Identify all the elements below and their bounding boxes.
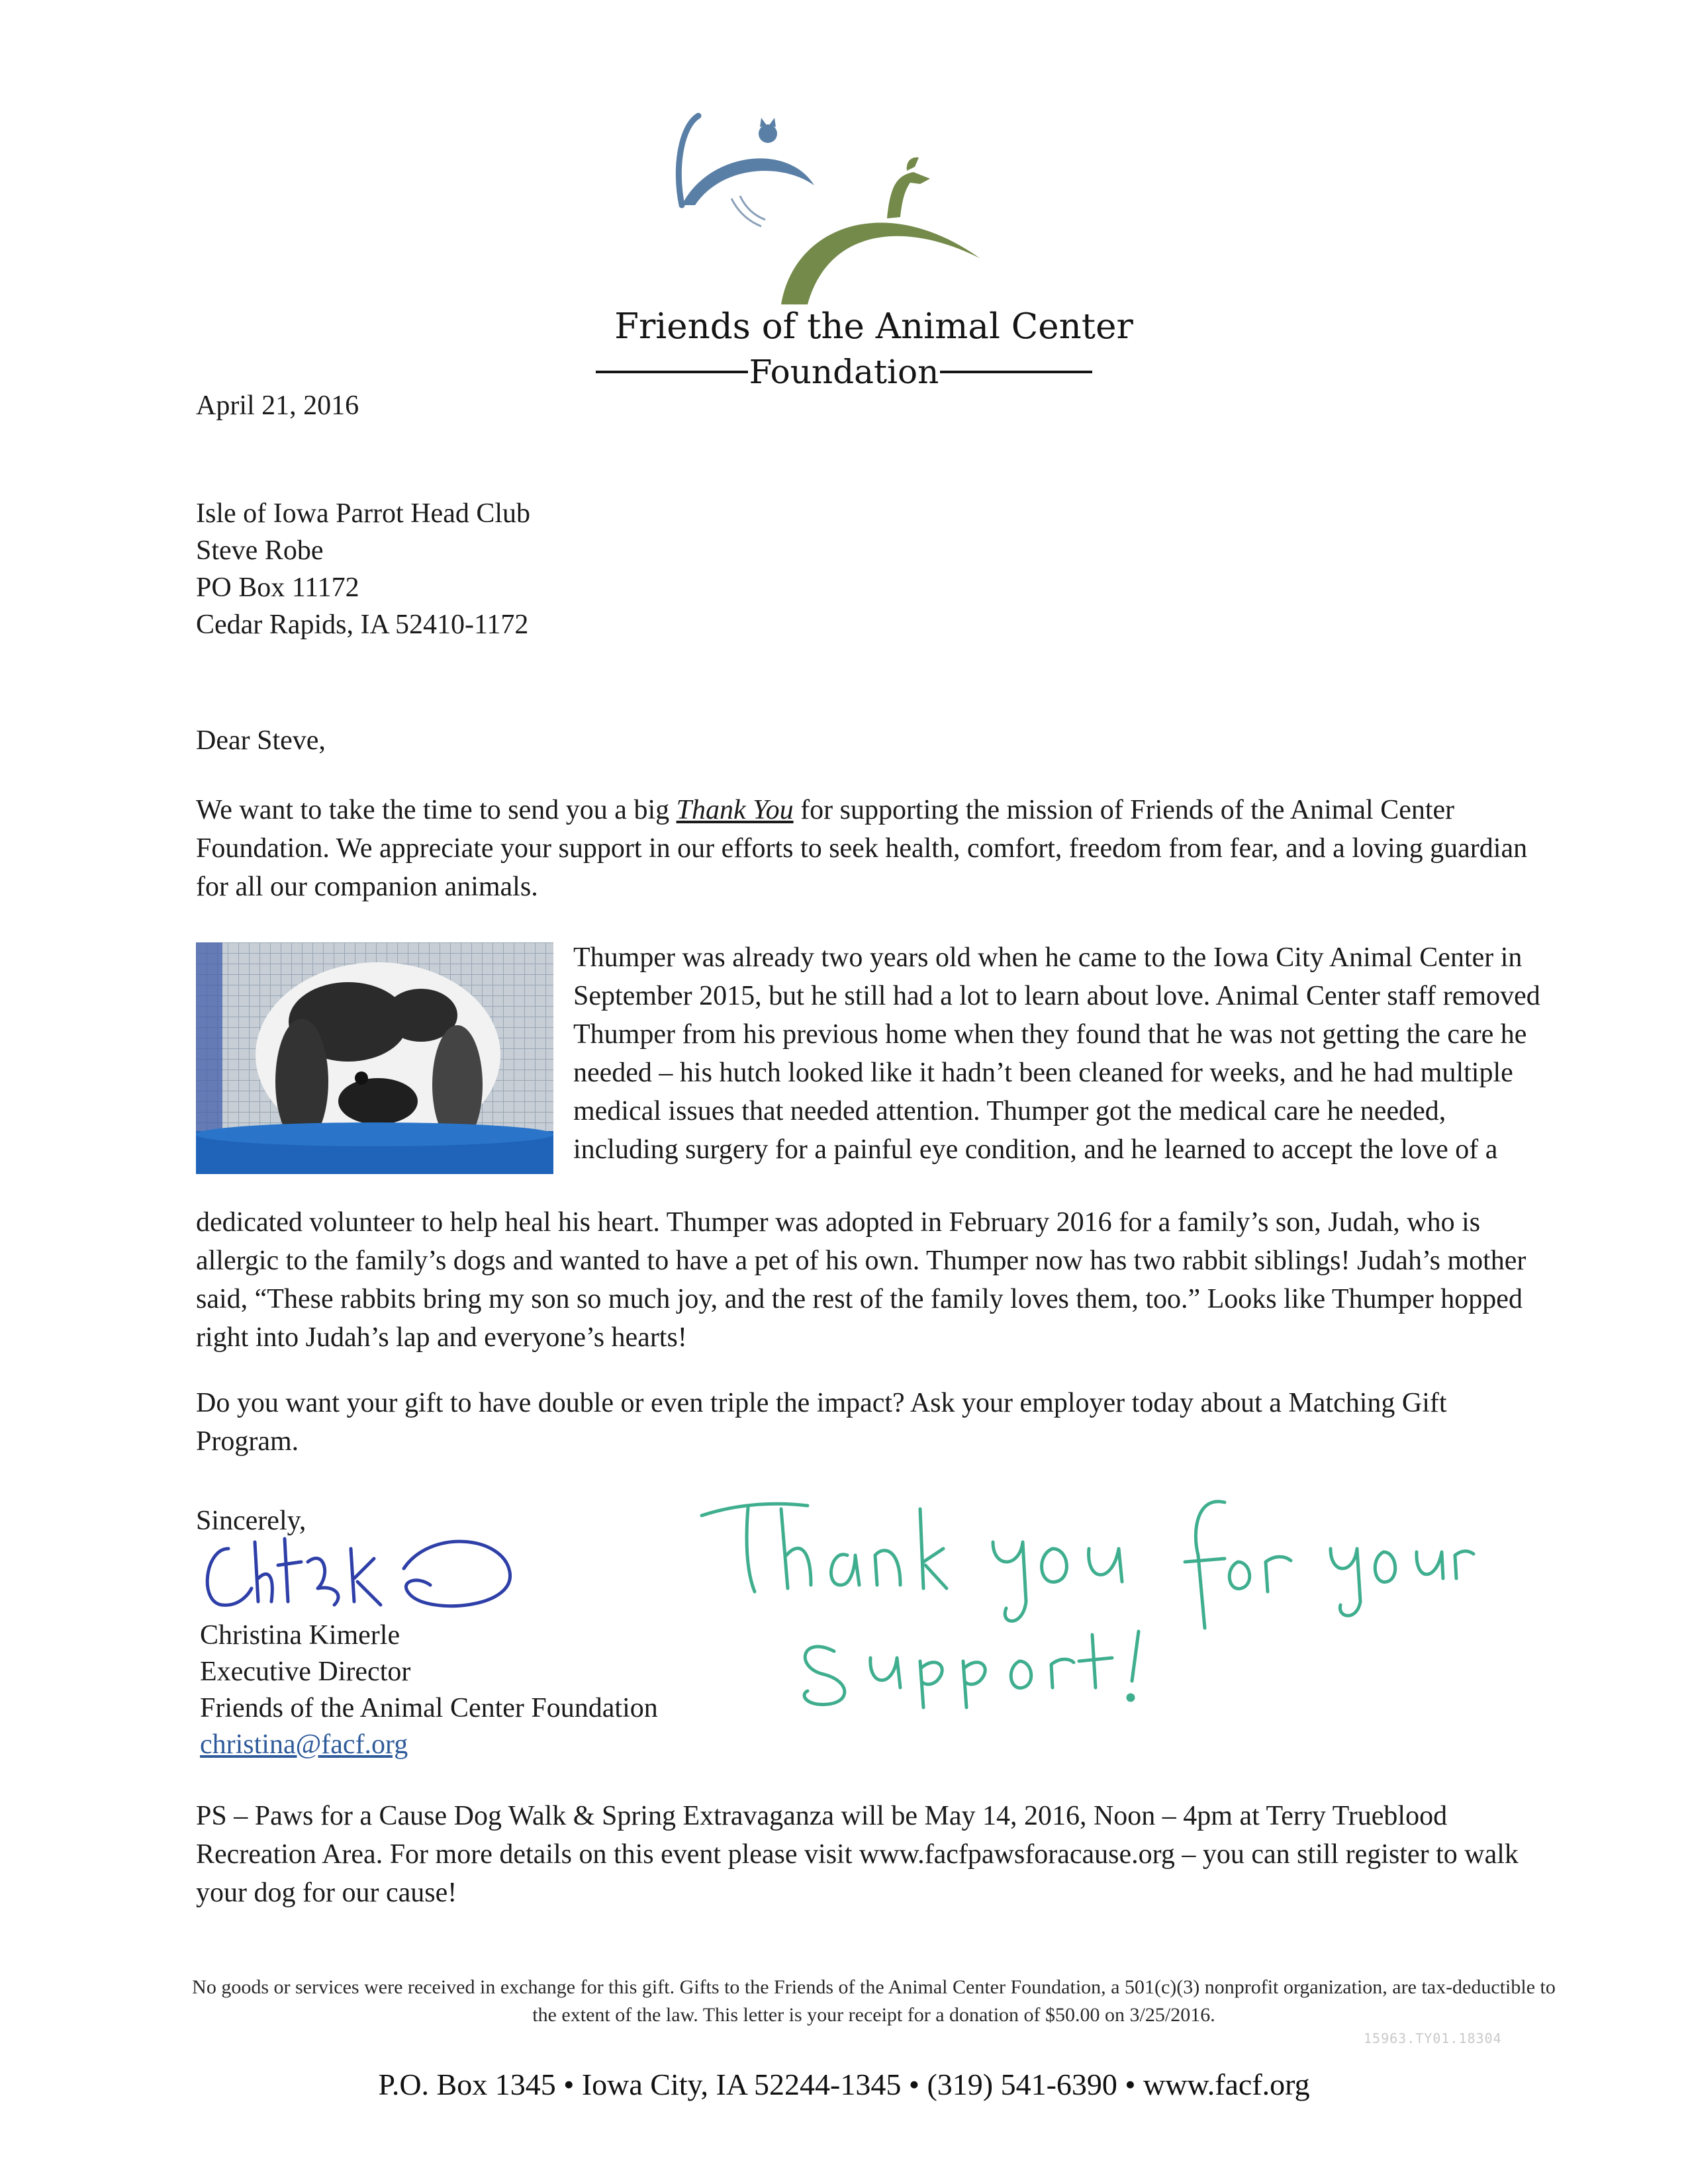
address-line: Isle of Iowa Parrot Head Club [196, 498, 531, 529]
postscript: PS – Paws for a Cause Dog Walk & Spring Extravaganza will be May 14, 2016, Noon – 4pm at Terry Trueblood Recreation Area. For more details on this event please visit www.facfpawsforacause.org – you can still register to walk your dog for our cause! [196, 1801, 1519, 1908]
handwritten-thank-you-note [682, 1476, 1476, 1714]
signer-name: Christina Kimerle [200, 1620, 400, 1651]
org-sub-row [596, 352, 1092, 392]
rule-right [940, 371, 1092, 373]
address-line: Steve Robe [196, 535, 324, 566]
org-sub: Foundation [749, 353, 939, 391]
para1-after: for supporting the mission of Friends of the Animal Center Foundation. We appreciate your support in our efforts to seek health, comfort, freedom from fear, and a loving guardian for all our companion animals. [196, 795, 1528, 902]
signature-block [200, 1617, 658, 1763]
paragraph-thank-you [196, 791, 1553, 906]
rule-left [596, 371, 748, 373]
footer-contact: P.O. Box 1345 • Iowa City, IA 52244-1345 • (319) 541-6390 • www.facf.org [378, 2068, 1310, 2101]
recipient-address [196, 495, 530, 643]
tracking-code: 15963.TY01.18304 [1364, 2030, 1502, 2046]
address-line: Cedar Rapids, IA 52410-1172 [196, 610, 529, 640]
closing: Sincerely, [196, 1506, 306, 1536]
tax-disclaimer: No goods or services were received in exchange for this gift. Gifts to the Friends of the Animal Center Foundation, a 501(c)(3) nonprofit organization, are tax-deductible to the extent of the law. This letter is your receipt for a donation of $50.00 on 3/25/2016. [192, 1976, 1556, 2026]
signer-org: Friends of the Animal Center Foundation [200, 1693, 658, 1723]
salutation: Dear Steve, [196, 725, 326, 756]
para1-before: We want to take the time to send you a big [196, 795, 677, 825]
story-paragraph-top: Thumper was already two years old when he came to the Iowa City Animal Center in September 2015, but he still had a lot to learn about love. Animal Center staff removed Thumper from his previous home when they found that he was not getting the care he needed – his hutch looked like it hadn’t been cleaned for weeks, and he had multiple medical issues that needed attention. Thumper got the medical care he needed, including surgery for a painful eye condition, and he learned to accept the love of a [573, 942, 1540, 1165]
story-paragraph-bottom: dedicated volunteer to help heal his heart. Thumper was adopted in February 2016 for a family’s son, Judah, who is allergic to the family’s dogs and wanted to have a pet of his own. Thumper now has two rabbit siblings! Judah’s mother said, “These rabbits bring my son so much joy, and the rest of the family loves them, too.” Looks like Thumper hopped right into Judah’s lap and everyone’s hearts! [196, 1207, 1526, 1353]
handwritten-signature [192, 1522, 536, 1621]
foundation-logo [669, 113, 1013, 311]
matching-gift-paragraph: Do you want your gift to have double or even triple the impact? Ask your employer today about a Matching Gift Program. [196, 1388, 1447, 1457]
org-name: Friends of the Animal Center [614, 306, 1133, 347]
rabbit-photo [196, 942, 553, 1174]
letter-date: April 21, 2016 [196, 390, 359, 421]
signer-email-link[interactable]: christina@facf.org [200, 1729, 408, 1760]
signer-title: Executive Director [200, 1657, 411, 1687]
thank-you-emphasis: Thank You [676, 795, 794, 825]
address-line: PO Box 11172 [196, 572, 359, 603]
